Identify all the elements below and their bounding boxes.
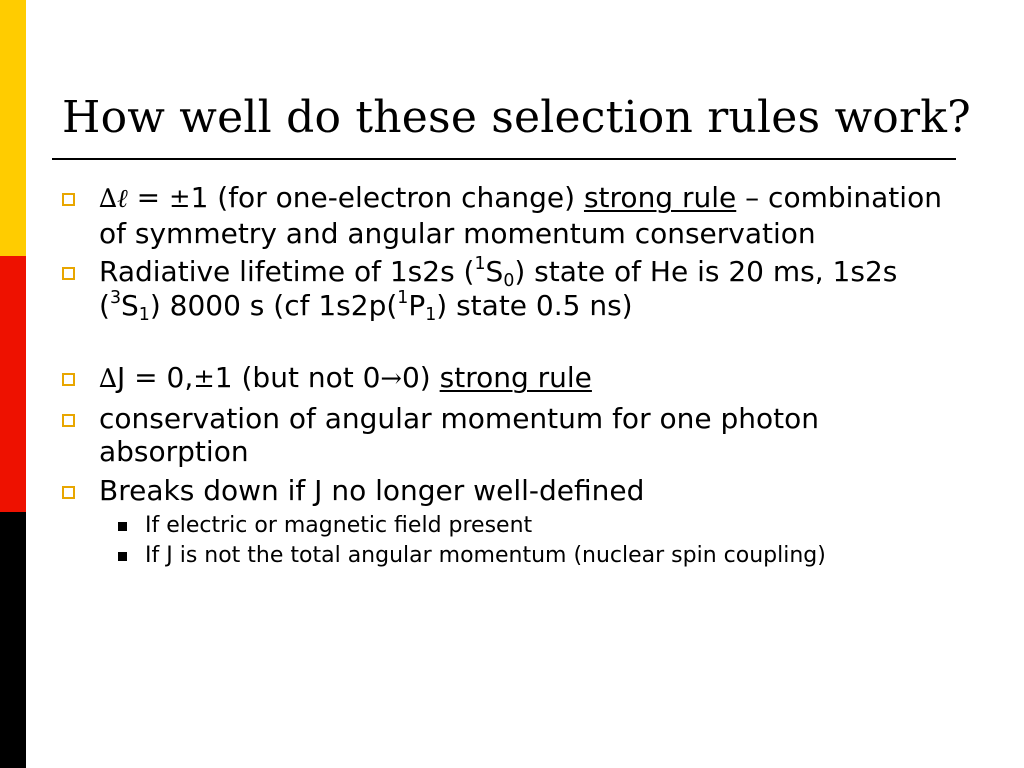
bullet-text: ∆ℓ = ±1 (for one-electron change) strong rule – combination of symmetry and angular momentum conservation (99, 181, 942, 250)
bullet-text: conservation of angular momentum for one photon absorption (99, 401, 819, 468)
bullet-breaks-down (62, 474, 952, 508)
bullet-delta-l-rule (62, 181, 952, 250)
filled-square-icon (118, 522, 127, 531)
sub-bullet-text: If J is not the total angular momentum (nuclear spin coupling) (145, 543, 826, 568)
bullet-radiative-lifetime (62, 253, 952, 325)
bullet-list (62, 181, 952, 572)
hollow-square-icon (62, 373, 75, 386)
hollow-square-icon (62, 193, 75, 206)
bullet-text: ∆J = 0,±1 (but not 0→0) strong rule (99, 361, 592, 394)
strong-rule-label: strong rule (439, 361, 592, 394)
spacer (62, 327, 952, 361)
stripe-yellow (0, 0, 26, 256)
title-underline (52, 158, 956, 160)
hollow-square-icon (62, 267, 75, 280)
filled-square-icon (118, 552, 127, 561)
sub-bullet-field (118, 512, 952, 540)
strong-rule-label: strong rule (583, 181, 737, 214)
stripe-black (0, 512, 26, 768)
bullet-delta-j-rule (62, 361, 952, 397)
bullet-angular-momentum (62, 402, 952, 469)
hollow-square-icon (62, 414, 75, 427)
bullet-text: Breaks down if J no longer well-defined (99, 473, 645, 507)
slide-title: How well do these selection rules work? (62, 92, 971, 143)
hollow-square-icon (62, 486, 75, 499)
sub-bullet-text: If electric or magnetic field present (145, 513, 533, 538)
stripe-red (0, 256, 26, 512)
sub-bullet-nuclear-spin (118, 542, 952, 570)
bullet-text: Radiative lifetime of 1s2s $(^1S_0)$ state of He is 20 ms, 1s2s $(^3S_1)$ 8000 s (cf $1s2p(^1P_1)$ state 0.5 ns) (99, 253, 898, 325)
